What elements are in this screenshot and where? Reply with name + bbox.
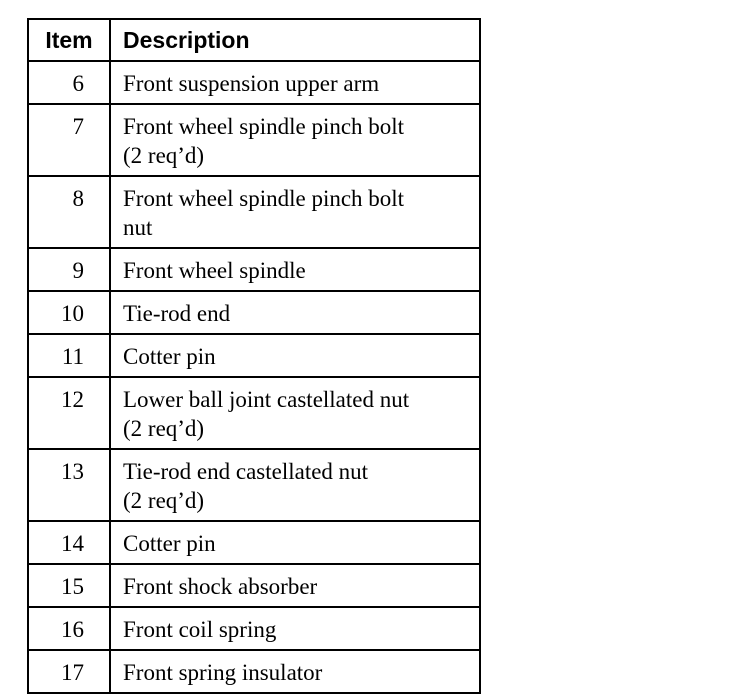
item-number: 15 bbox=[28, 564, 110, 607]
item-number: 16 bbox=[28, 607, 110, 650]
description-line: Front spring insulator bbox=[123, 660, 323, 685]
item-column-header: Item bbox=[28, 19, 110, 61]
description-line: Tie-rod end castellated nut bbox=[123, 459, 369, 484]
item-number: 6 bbox=[28, 61, 110, 104]
item-description bbox=[110, 104, 480, 176]
table-row bbox=[28, 650, 480, 693]
description-line: (2 req’d) bbox=[123, 416, 205, 441]
item-description bbox=[110, 607, 480, 650]
table-row bbox=[28, 176, 480, 248]
item-number: 9 bbox=[28, 248, 110, 291]
description-line: Front wheel spindle bbox=[123, 258, 306, 283]
description-line: nut bbox=[123, 215, 153, 240]
item-description bbox=[110, 61, 480, 104]
table-row bbox=[28, 521, 480, 564]
item-number: 17 bbox=[28, 650, 110, 693]
item-description bbox=[110, 291, 480, 334]
table-row bbox=[28, 334, 480, 377]
item-description bbox=[110, 377, 480, 449]
table-row bbox=[28, 248, 480, 291]
item-description bbox=[110, 248, 480, 291]
table-row bbox=[28, 607, 480, 650]
description-line: Front suspension upper arm bbox=[123, 71, 380, 96]
description-line: Tie-rod end bbox=[123, 301, 231, 326]
item-number: 13 bbox=[28, 449, 110, 521]
table-row bbox=[28, 564, 480, 607]
item-number: 10 bbox=[28, 291, 110, 334]
table-row bbox=[28, 61, 480, 104]
item-description bbox=[110, 176, 480, 248]
description-line: Front coil spring bbox=[123, 617, 277, 642]
item-description bbox=[110, 564, 480, 607]
description-line: Lower ball joint castellated nut bbox=[123, 387, 410, 412]
item-description bbox=[110, 650, 480, 693]
description-line: (2 req’d) bbox=[123, 488, 205, 513]
description-line: Cotter pin bbox=[123, 344, 216, 369]
item-number: 8 bbox=[28, 176, 110, 248]
item-description bbox=[110, 449, 480, 521]
description-column-header: Description bbox=[110, 19, 480, 61]
item-number: 11 bbox=[28, 334, 110, 377]
header-row bbox=[28, 19, 480, 61]
parts-table bbox=[27, 18, 481, 694]
description-line: Front wheel spindle pinch bolt bbox=[123, 186, 405, 211]
description-line: Front wheel spindle pinch bolt bbox=[123, 114, 405, 139]
description-line: Front shock absorber bbox=[123, 574, 318, 599]
table-row bbox=[28, 104, 480, 176]
table-body bbox=[28, 61, 480, 693]
item-number: 7 bbox=[28, 104, 110, 176]
description-line: Cotter pin bbox=[123, 531, 216, 556]
item-number: 14 bbox=[28, 521, 110, 564]
description-line: (2 req’d) bbox=[123, 143, 205, 168]
table-row bbox=[28, 377, 480, 449]
item-description bbox=[110, 521, 480, 564]
table-row bbox=[28, 291, 480, 334]
table-row bbox=[28, 449, 480, 521]
item-description bbox=[110, 334, 480, 377]
table-header bbox=[28, 19, 480, 61]
item-number: 12 bbox=[28, 377, 110, 449]
